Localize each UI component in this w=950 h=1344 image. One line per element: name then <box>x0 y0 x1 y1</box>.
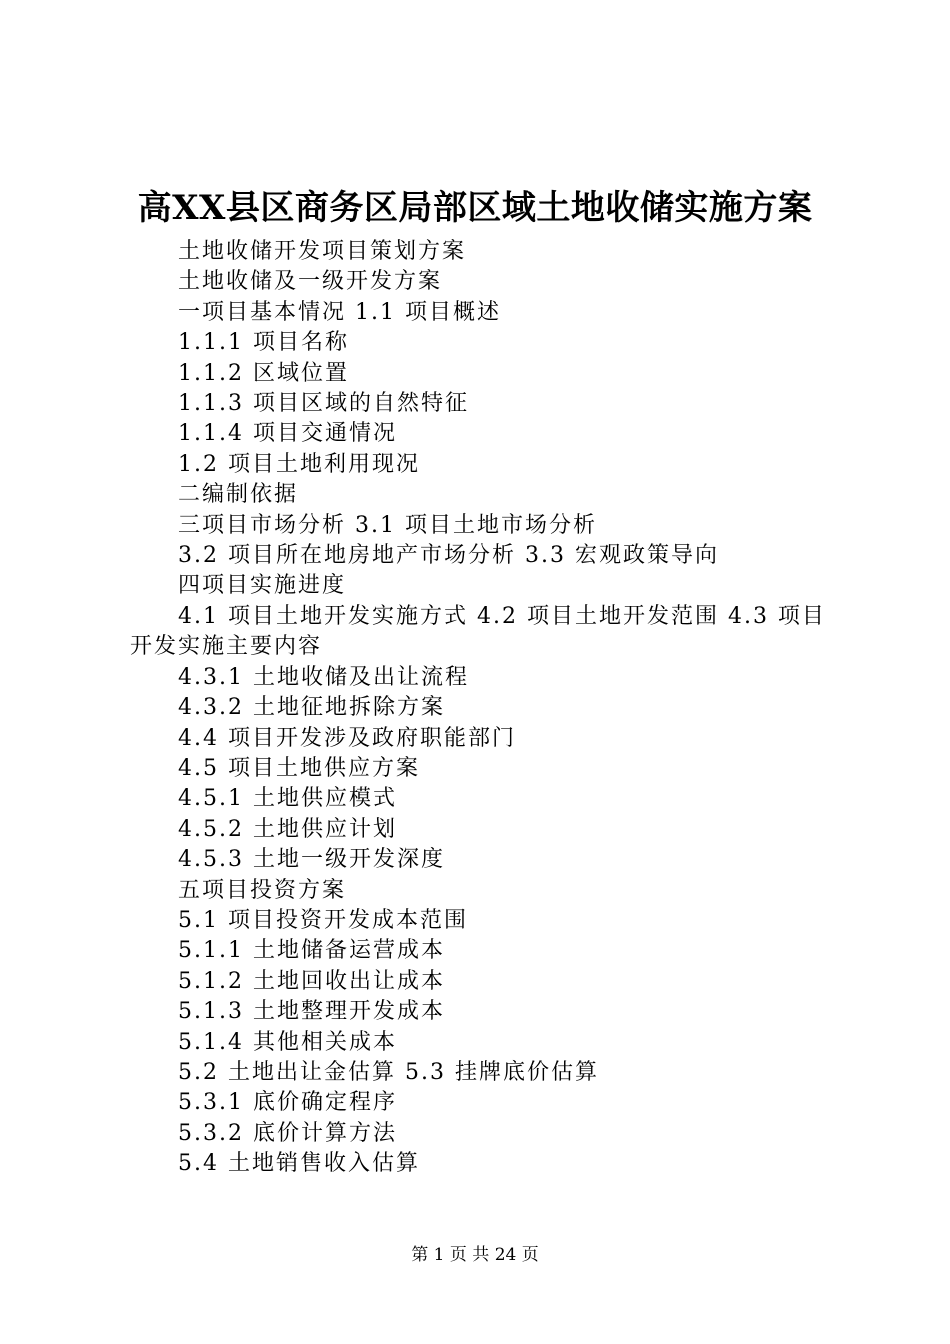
body-line: 5.1.4 其他相关成本 <box>178 1029 397 1055</box>
body-line: 4.5.1 土地供应模式 <box>178 786 397 812</box>
body-line: 土地收储开发项目策划方案 <box>178 239 467 264</box>
body-line: 一项目基本情况 1.1 项目概述 <box>178 299 501 325</box>
body-line: 4.4 项目开发涉及政府职能部门 <box>178 725 516 751</box>
body-line: 4.3.2 土地征地拆除方案 <box>178 695 445 721</box>
body-line: 4.3.1 土地收储及出让流程 <box>178 664 469 690</box>
body-line: 4.5 项目土地供应方案 <box>178 755 420 781</box>
body-line: 1.1.2 区域位置 <box>178 360 349 386</box>
body-line: 4.5.2 土地供应计划 <box>178 816 397 842</box>
document-body <box>130 237 840 1180</box>
page-footer: 第 1 页 共 24 页 <box>411 1245 539 1265</box>
body-line: 4.1 项目土地开发实施方式 4.2 项目土地开发范围 4.3 项目开发实施主要内容 <box>130 603 826 660</box>
body-line: 5.3.2 底价计算方法 <box>178 1120 397 1146</box>
body-line: 5.3.1 底价确定程序 <box>178 1090 397 1116</box>
body-line: 五项目投资方案 <box>178 877 347 903</box>
body-line: 5.1.2 土地回收出让成本 <box>178 968 445 994</box>
body-line: 5.1.1 土地储备运营成本 <box>178 938 445 964</box>
body-line: 5.4 土地销售收入估算 <box>178 1151 420 1177</box>
body-line: 1.1.1 项目名称 <box>178 330 349 356</box>
body-line: 5.1 项目投资开发成本范围 <box>178 907 468 933</box>
body-line: 1.2 项目土地利用现况 <box>178 451 420 477</box>
body-line: 土地收储及一级开发方案 <box>178 269 443 295</box>
body-line: 四项目实施进度 <box>178 573 347 599</box>
body-line: 5.2 土地出让金估算 5.3 挂牌底价估算 <box>178 1059 599 1085</box>
body-line: 二编制依据 <box>178 482 299 508</box>
body-line: 1.1.3 项目区域的自然特征 <box>178 391 469 417</box>
body-line: 三项目市场分析 3.1 项目土地市场分析 <box>178 512 597 538</box>
body-line: 4.5.3 土地一级开发深度 <box>178 847 445 873</box>
body-line: 1.1.4 项目交通情况 <box>178 421 397 447</box>
body-line: 3.2 项目所在地房地产市场分析 3.3 宏观政策导向 <box>178 543 719 569</box>
document-title: 高XX县区商务区局部区域土地收储实施方案 <box>137 188 813 228</box>
body-line: 5.1.3 土地整理开发成本 <box>178 999 445 1025</box>
